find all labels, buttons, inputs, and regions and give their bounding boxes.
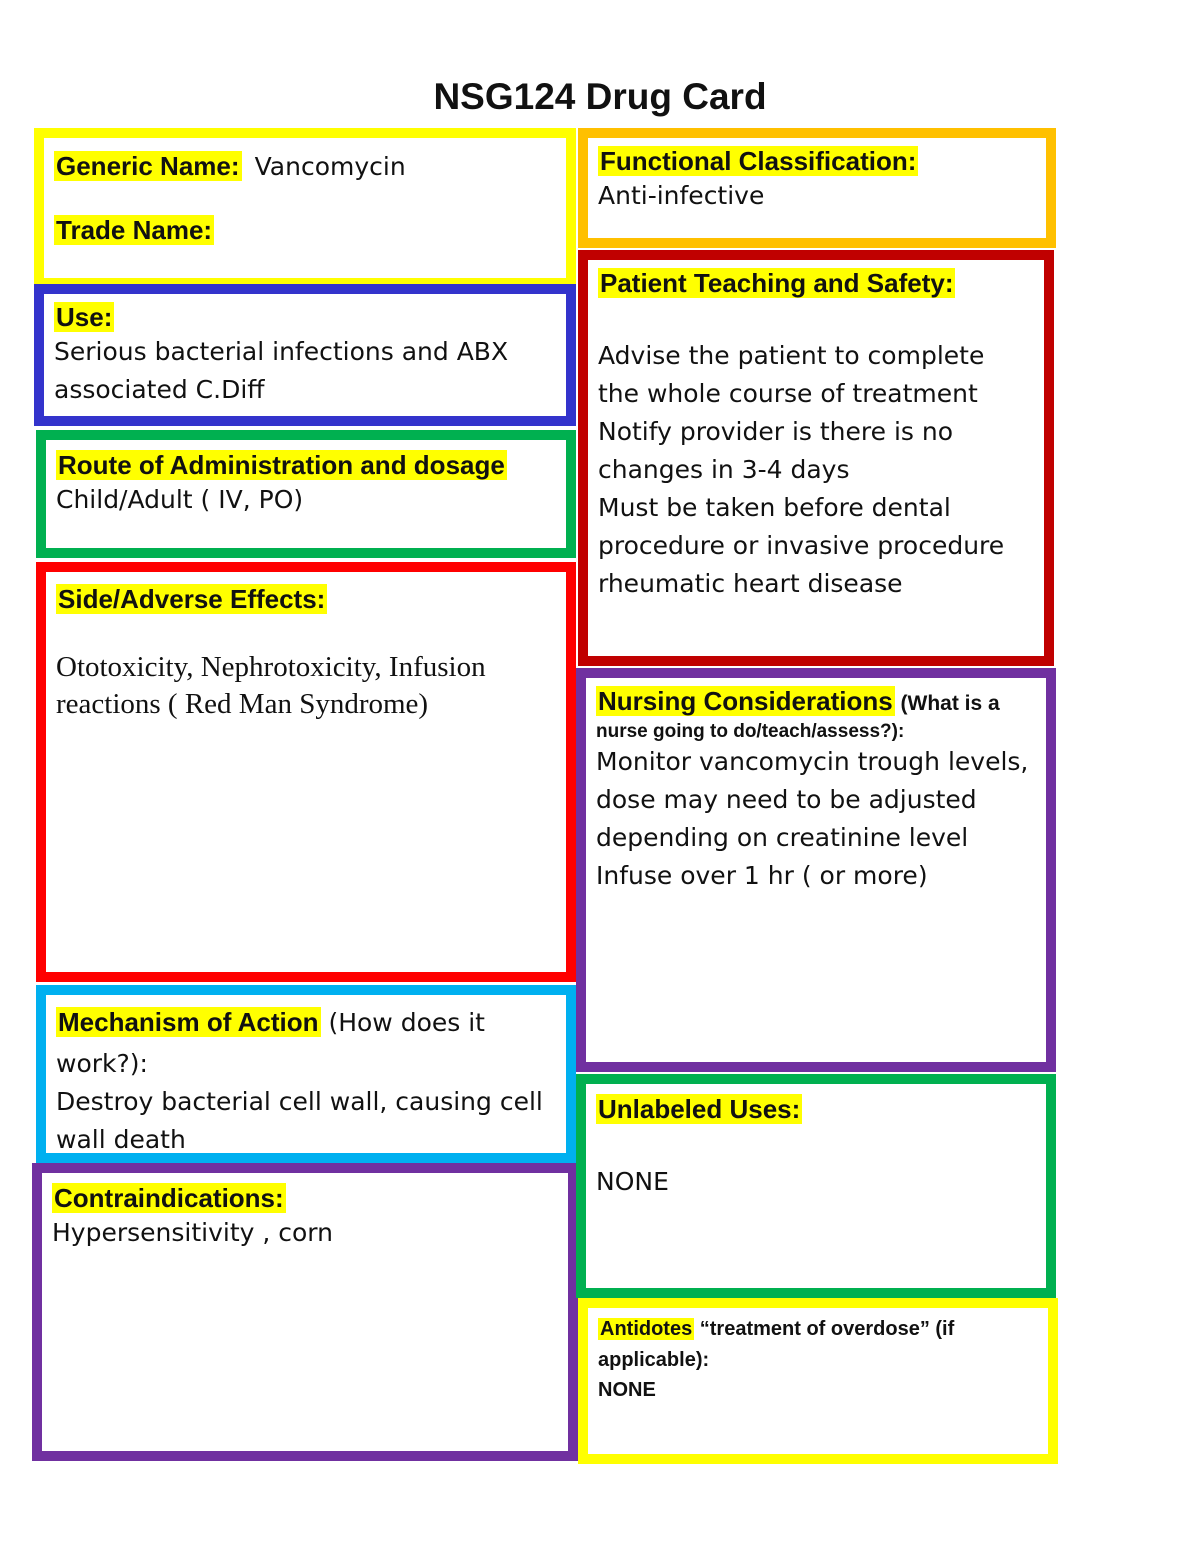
unlabeled-label: Unlabeled Uses:: [598, 1094, 801, 1124]
generic-name-label: Generic Name:: [56, 151, 240, 181]
nursing-line-4: Infuse over 1 hr ( or more): [596, 861, 928, 890]
nursing-line-2: dose may need to be adjusted: [596, 785, 977, 814]
functional-box: [578, 128, 1056, 248]
use-line-2: associated C.Diff: [54, 375, 265, 404]
side-effects-line-1: Ototoxicity, Nephrotoxicity, Infusion: [56, 651, 486, 683]
mechanism-box: [36, 985, 576, 1163]
contraindications-label: Contraindications:: [54, 1183, 284, 1213]
page-title: NSG124 Drug Card: [433, 76, 767, 117]
teaching-line-7: rheumatic heart disease: [598, 569, 903, 598]
side-effects-label: Side/Adverse Effects:: [58, 584, 326, 614]
nursing-label: Nursing Considerations: [598, 686, 893, 716]
contraindications-value: Hypersensitivity , corn: [52, 1218, 333, 1247]
nursing-line-1: Monitor vancomycin trough levels,: [596, 747, 1029, 776]
route-box: [36, 430, 576, 558]
antidotes-note-2: applicable):: [598, 1349, 710, 1371]
unlabeled-value: NONE: [596, 1167, 669, 1196]
functional-value: Anti-infective: [598, 181, 765, 210]
teaching-line-1: Advise the patient to complete: [598, 341, 985, 370]
antidotes-box: [578, 1298, 1058, 1464]
nursing-line-3: depending on creatinine level: [596, 823, 969, 852]
mechanism-label: Mechanism of Action: [58, 1007, 319, 1037]
unlabeled-box: [576, 1074, 1056, 1298]
trade-name-label: Trade Name:: [56, 215, 213, 245]
teaching-line-3: Notify provider is there is no: [598, 417, 954, 446]
antidotes-label: Antidotes: [600, 1318, 693, 1340]
teaching-box: [578, 250, 1054, 666]
side-effects-line-2: reactions ( Red Man Syndrome): [56, 688, 429, 720]
mechanism-line-2: wall death: [56, 1125, 186, 1154]
use-label: Use:: [56, 302, 113, 332]
teaching-label: Patient Teaching and Safety:: [600, 268, 954, 298]
route-label: Route of Administration and dosage: [58, 450, 505, 480]
side-effects-box: [36, 562, 576, 982]
functional-label: Functional Classification:: [600, 146, 917, 176]
nursing-box: [576, 668, 1056, 1072]
mechanism-note-2: work?):: [56, 1049, 148, 1078]
antidotes-value: NONE: [598, 1379, 656, 1401]
names-box: [34, 128, 576, 288]
teaching-line-2: the whole course of treatment: [598, 379, 978, 408]
teaching-line-6: procedure or invasive procedure: [598, 531, 1005, 560]
teaching-line-5: Must be taken before dental: [598, 493, 951, 522]
generic-name-value: Vancomycin: [254, 152, 406, 181]
contraindications-box: [32, 1163, 578, 1461]
mechanism-line-1: Destroy bacterial cell wall, causing cell: [56, 1087, 543, 1116]
use-box: [34, 284, 576, 426]
mechanism-note: (How does it: [320, 1008, 485, 1037]
teaching-line-4: changes in 3-4 days: [598, 455, 850, 484]
nursing-note-2: nurse going to do/teach/assess?):: [596, 721, 905, 742]
antidotes-note: “treatment of overdose” (if: [694, 1318, 955, 1340]
nursing-note: (What is a: [894, 692, 1000, 715]
use-line-1: Serious bacterial infections and ABX: [54, 337, 509, 366]
route-value: Child/Adult ( IV, PO): [56, 485, 304, 514]
